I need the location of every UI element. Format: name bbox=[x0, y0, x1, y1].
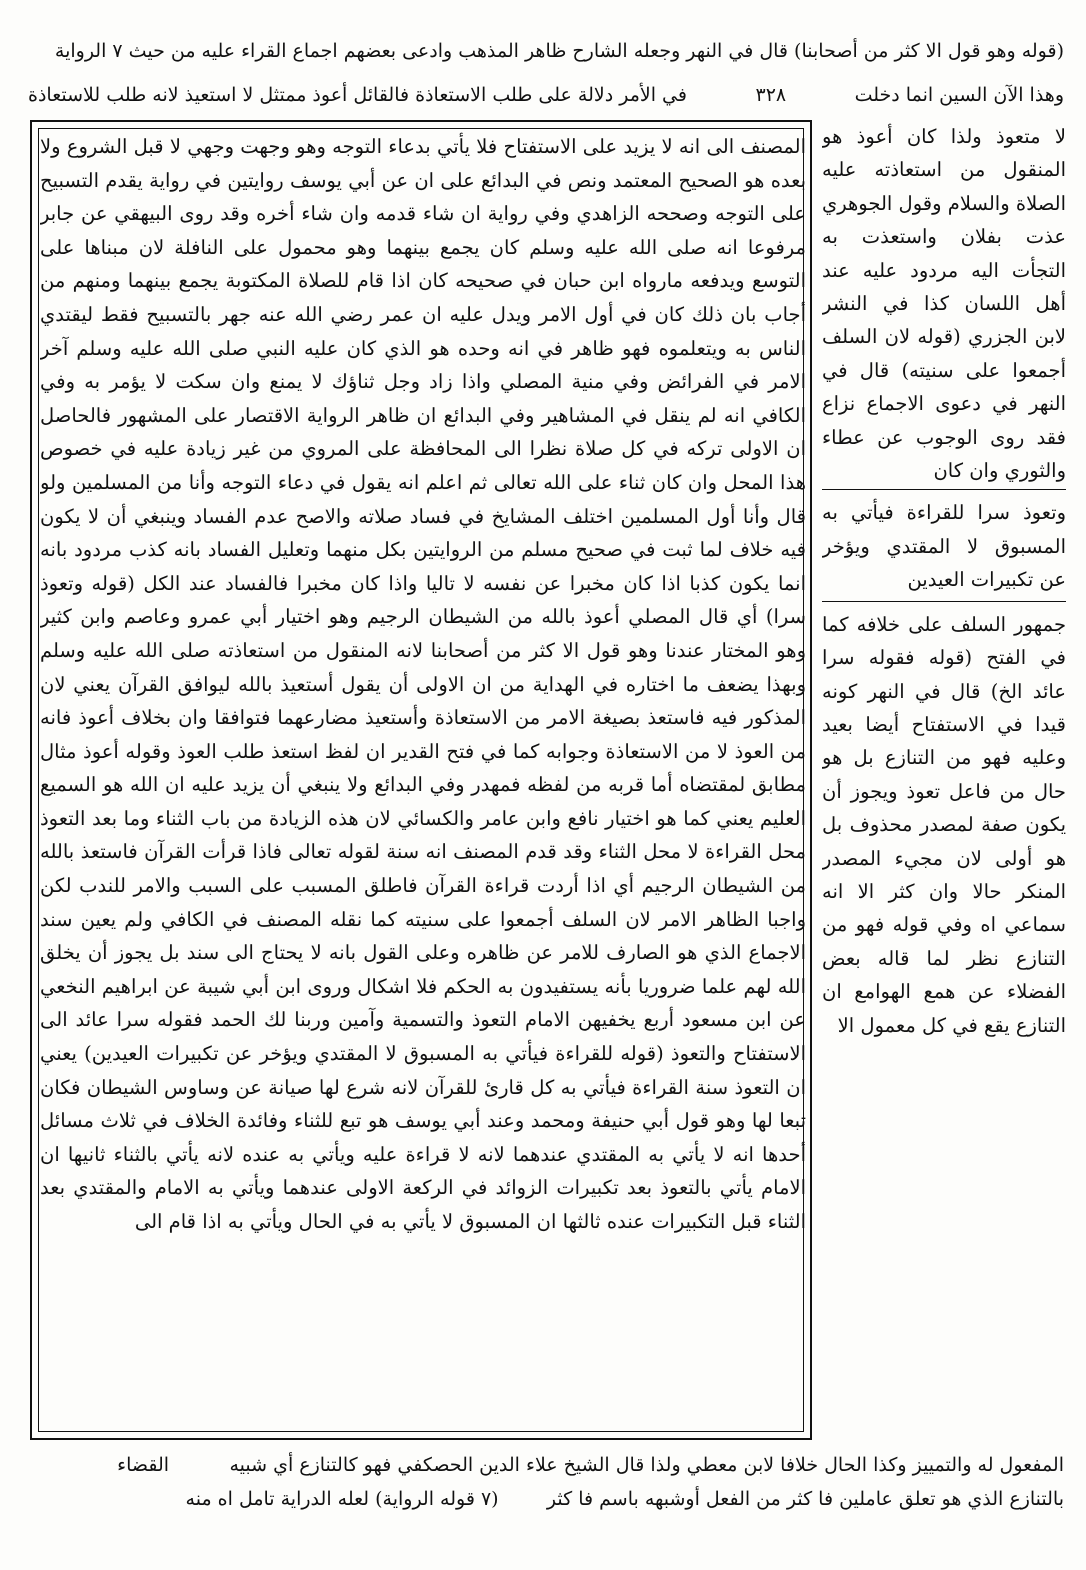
margin-commentary bbox=[822, 120, 1066, 1440]
margin-divider-2 bbox=[822, 601, 1066, 602]
margin-commentary-block-1: لا متعوذ ولذا كان أعوذ هو المنقول من استعاذته عليه الصلاة والسلام وقول الجوهري عذت بفلان واستعذت به التجأت اليه مردود عليه عند أهل اللسان كذا في النشر لابن الجزري (قوله لان السلف أجمعوا على سنيته) قال في النهر في دعوى الاجماع نزاع فقد روى الوجوب عن عطاء والثوري وان كان bbox=[822, 125, 1066, 483]
header-line-2-right: وهذا الآن السين انما دخلت bbox=[854, 84, 1064, 106]
header-line-1: (قوله وهو قول الا كثر من أصحابنا) قال في النهر وجعله الشارح ظاهر المذهب وادعى بعضهم اجماع القراء عليه من حيث ٧ الرواية bbox=[54, 40, 1064, 62]
footer-line-2 bbox=[28, 1482, 1064, 1516]
main-text-body bbox=[40, 130, 806, 1430]
footer-line-1-end: القضاء bbox=[117, 1454, 170, 1476]
margin-commentary-block-3: جمهور السلف على خلافه كما في الفتح (قوله فقوله سرا عائد الخ) قال في النهر كونه قيدا في الاستفتاح أيضا بعيد وعليه فهو من التنازع بل هو حال من فاعل تعوذ ويجوز أن يكون صفة لمصدر محذوف بل هو أولى لان مجيء المصدر المنكر حالا وان كثر الا انه سماعي اه وفي قوله فهو من التنازع نظر لما قاله بعض الفضلاء عن همع الهوامع ان التنازع يقع في كل معمول الا bbox=[822, 612, 1066, 1037]
main-text-paragraph: المصنف الى انه لا يزيد على الاستفتاح فلا يأتي بدعاء التوجه وهو وجهت وجهي لا قبل الشروع ولا بعده هو الصحيح المعتمد ونص في البدائع على ان عن أبي يوسف روايتين في رواية يقدم التسبيح على التوجه وصححه الزاهدي وفي رواية ان شاء قدمه وان شاء أخره وقد روى البيهقي عن جابر مرفوعا انه صلى الله عليه وسلم كان يجمع بينهما وهو محمول على النافلة لان مبناها على التوسع ويدفعه مارواه ابن حبان في صحيحه كان اذا قام للصلاة المكتوبة يجمع بينهما ومنهم من أجاب بان ذلك كان في أول الامر ويدل عليه ان عمر رضي الله عنه جهر بالتسبيح فقط ليقتدي الناس به ويتعلموه فهو ظاهر في انه وحده هو الذي كان عليه النبي صلى الله عليه وسلم آخر الامر في الفرائض وفي منية المصلي واذا زاد وجل ثناؤك لا يمنع وان سكت لا يؤمر به وفي الكافي انه لم ينقل في المشاهير وفي البدائع ان ظاهر الرواية الاقتصار على المشهور فالحاصل ان الاولى تركه في كل صلاة نظرا الى المحافظة على المروي من غير زيادة عليه في خصوص هذا المحل وان كان ثناء على الله تعالى ثم اعلم انه يقول في دعاء التوجه وأنا من المسلمين ولو قال وأنا أول المسلمين اختلف المشايخ في فساد صلاته والاصح عدم الفساد وينبغي أن لا يكون فيه خلاف لما ثبت في صحيح مسلم من الروايتين بكل منهما وتعليل الفساد بانه كذب مردود بانه انما يكون كذبا اذا كان مخبرا عن نفسه لا تاليا واذا كان مخبرا فالفساد عند الكل (قوله وتعوذ سرا) أي قال المصلي أعوذ بالله من الشيطان الرجيم وهو اختيار أبي عمرو وعاصم وابن كثير وهو المختار عندنا وهو قول الا كثر من أصحابنا لانه المنقول من استعاذته صلى الله عليه وسلم وبهذا يضعف ما اختاره في الهداية من ان الاولى أن يقول أستعيذ بالله ليوافق القرآن يعني لان المذكور فيه فاستعذ بصيغة الامر من الاستعاذة وأستعيذ مضارعهما فتوافقا وان بخلاف أعوذ فانه من العوذ لا من الاستعاذة وجوابه كما في فتح القدير ان لفظ استعذ طلب العوذ وقوله أعوذ مثال مطابق لمقتضاه أما قربه من لفظه فمهدر وفي البدائع ولا ينبغي أن يزيد عليه ان الله هو السميع العليم يعني كما هو اختيار نافع وابن عامر والكسائي لان هذه الزيادة من باب الثناء وما بعد التعوذ محل القراءة لا محل الثناء وقد قدم المصنف انه سنة لقوله تعالى فاذا قرأت القرآن فاستعذ بالله من الشيطان الرجيم أي اذا أردت قراءة القرآن فاطلق المسبب على السبب والامر للندب لكن واجبا الظاهر الامر لان السلف أجمعوا على سنيته كما نقله المصنف في الكافي ولم يعين سند الاجماع الذي هو الصارف للامر عن ظاهره وعلى القول بانه لا يحتاج الى سند بل يجوز أن يخلق الله لهم علما ضروريا بأنه يستفيدون به الحكم فلا اشكال وروى ابن أبي شيبة عن ابراهيم النخعي عن ابن مسعود أربع يخفيهن الامام التعوذ والتسمية وآمين وربنا لك الحمد فقوله سرا عائد الى الاستفتاح والتعوذ (قوله للقراءة فيأتي به المسبوق لا المقتدي ويؤخر عن تكبيرات العيدين) يعني ان التعوذ سنة القراءة فيأتي به كل قارئ للقرآن لانه شرع لها صيانة عن وساوس الشيطان فكان تبعا لها وهو قول أبي حنيفة ومحمد وعند أبي يوسف هو تبع للثناء وفائدة الخلاف في ثلاث مسائل أحدها انه لا يأتي به المقتدي عندهما لانه لا قراءة عليه ويأتي به عنده لانه يأتي بالثناء ثانيها ان الامام يأتي بالتعوذ بعد تكبيرات الزوائد في الركعة الاولى عندهما ويأتي به الامام والمقتدي بعد الثناء قبل التكبيرات عنده ثالثها ان المسبوق لا يأتي به في الحال ويأتي به اذا قام الى bbox=[40, 135, 806, 1233]
header-line-2-middle: في الأمر دلالة على طلب الاستعاذة فالقائل أعوذ ممتثل لا استعيذ لانه طلب للاستعاذة bbox=[28, 84, 687, 106]
margin-commentary-block-2: وتعوذ سرا للقراءة فيأتي به المسبوق لا المقتدي ويؤخر عن تكبيرات العيدين bbox=[822, 501, 1066, 592]
footer-notes bbox=[28, 1448, 1064, 1516]
footer-line-1 bbox=[28, 1448, 1064, 1482]
footer-line-2-main: بالتنازع الذي هو تعلق عاملين فا كثر من الفعل أوشبهه باسم فا كثر bbox=[546, 1488, 1064, 1510]
footer-line-1-main: المفعول له والتمييز وكذا الحال خلافا لابن معطي ولذا قال الشيخ علاء الدين الحصكفي فهو كالتنازع أي شبيه bbox=[229, 1454, 1064, 1476]
margin-divider-1 bbox=[822, 489, 1066, 490]
footer-line-2-end: (٧ قوله الرواية) لعله الدراية تامل اه منه bbox=[185, 1488, 499, 1510]
page-number: ٣٢٨ bbox=[755, 84, 787, 106]
header-line-2 bbox=[28, 82, 1064, 108]
